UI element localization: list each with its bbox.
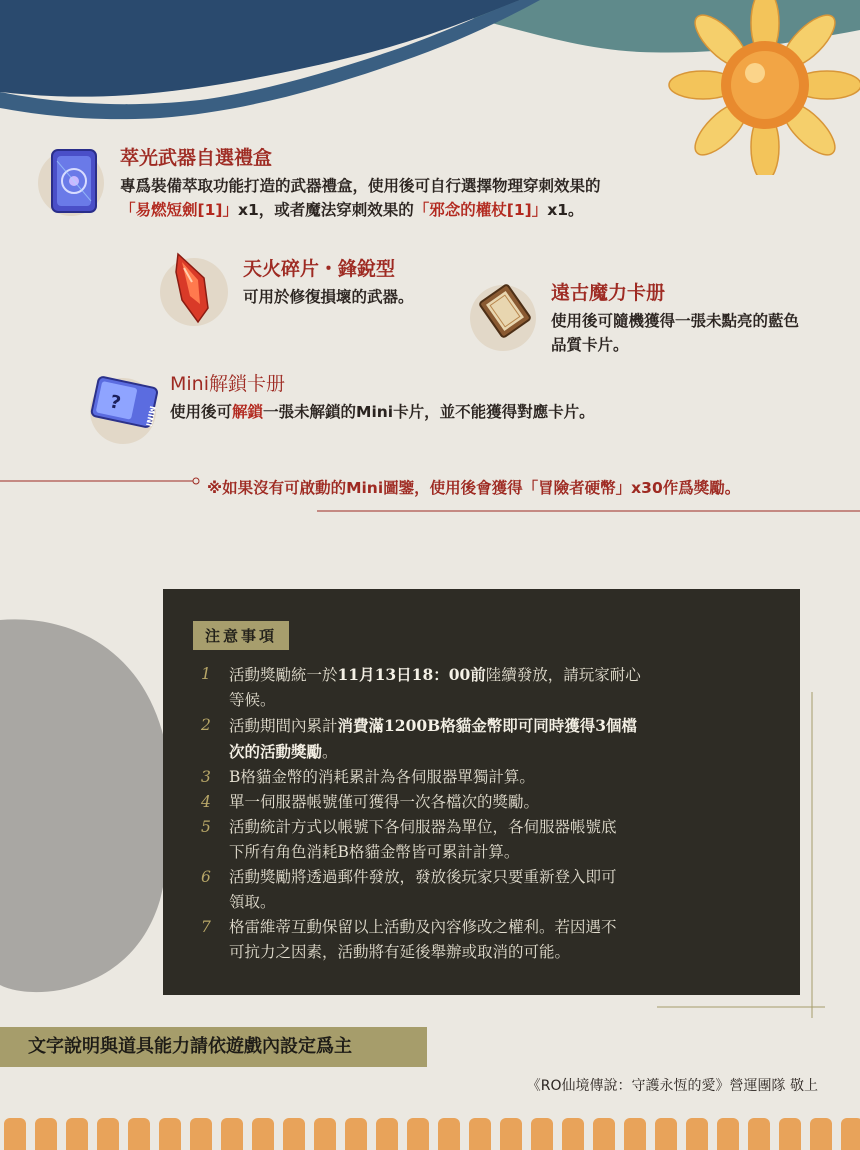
- item-description: 專爲裝備萃取功能打造的武器禮盒，使用後可自行選擇物理穿刺效果的 「易燃短劍[1]」x1，或者魔法穿刺效果的「邪念的權杖[1]」x1。: [120, 177, 601, 219]
- notice-panel: [163, 589, 800, 995]
- notice-item: 5 活動統計方式以帳號下各伺服器為單位，各伺服器帳號底 下所有角色消耗B格貓金幣皆可累計計算。: [201, 818, 617, 861]
- notice-tag: 注意事項: [193, 621, 289, 650]
- notice-item: 2 活動期間內累計消費滿1200B格貓金幣即可同時獲得3個檔 次的活動獎勵。: [201, 716, 638, 761]
- footnote: ※如果沒有可啟動的Mini圖鑒，使用後會獲得「冒險者硬幣」x30作爲獎勵。: [207, 479, 741, 497]
- mini-card-book-icon: [88, 372, 160, 436]
- item-description: 使用後可解鎖一張未解鎖的Mini卡片，並不能獲得對應卡片。: [170, 403, 595, 421]
- notice-item: 1 活動獎勵統一於11月13日18：00前陸續發放，請玩家耐心 等候。: [201, 665, 641, 709]
- notice-list: [201, 662, 761, 965]
- bottom-border-decoration: [0, 1114, 860, 1150]
- svg-text:MINI: MINI: [144, 405, 158, 428]
- svg-text:?: ?: [108, 391, 123, 415]
- golden-flower-decoration: [660, 0, 860, 175]
- item-title: 遠古魔力卡册: [551, 282, 666, 304]
- weapon-gift-box-icon: [48, 146, 102, 218]
- item-title: Mini解鎖卡册: [170, 373, 285, 395]
- ancient-card-book-icon: [476, 282, 534, 340]
- item-title: 萃光武器自選禮盒: [120, 147, 273, 169]
- item-description: 使用後可隨機獲得一張未點亮的藍色 品質卡片。: [551, 312, 800, 354]
- notice-item: 7 格雷維蒂互動保留以上活動及內容修改之權利。若因遇不 可抗力之因素，活動將有延後舉辦或取消的可能。: [201, 918, 617, 961]
- notice-item: 6 活動獎勵將透過郵件發放，發放後玩家只要重新登入即可 領取。: [201, 868, 617, 911]
- signature: 《RO仙境傳說：守護永恆的愛》營運團隊 敬上: [526, 1078, 818, 1094]
- fire-shard-icon: [168, 248, 218, 328]
- notice-item: 3 B格貓金幣的消耗累計為各伺服器單獨計算。: [201, 768, 535, 786]
- notice-item: 4 單一伺服器帳號僅可獲得一次各檔次的獎勵。: [201, 793, 540, 811]
- footer-disclaimer: 文字說明與道具能力請依遊戲內設定爲主: [0, 1027, 427, 1067]
- item-description: 可用於修復損壞的武器。: [243, 288, 414, 306]
- item-title: 天火碎片・鋒銳型: [243, 258, 396, 280]
